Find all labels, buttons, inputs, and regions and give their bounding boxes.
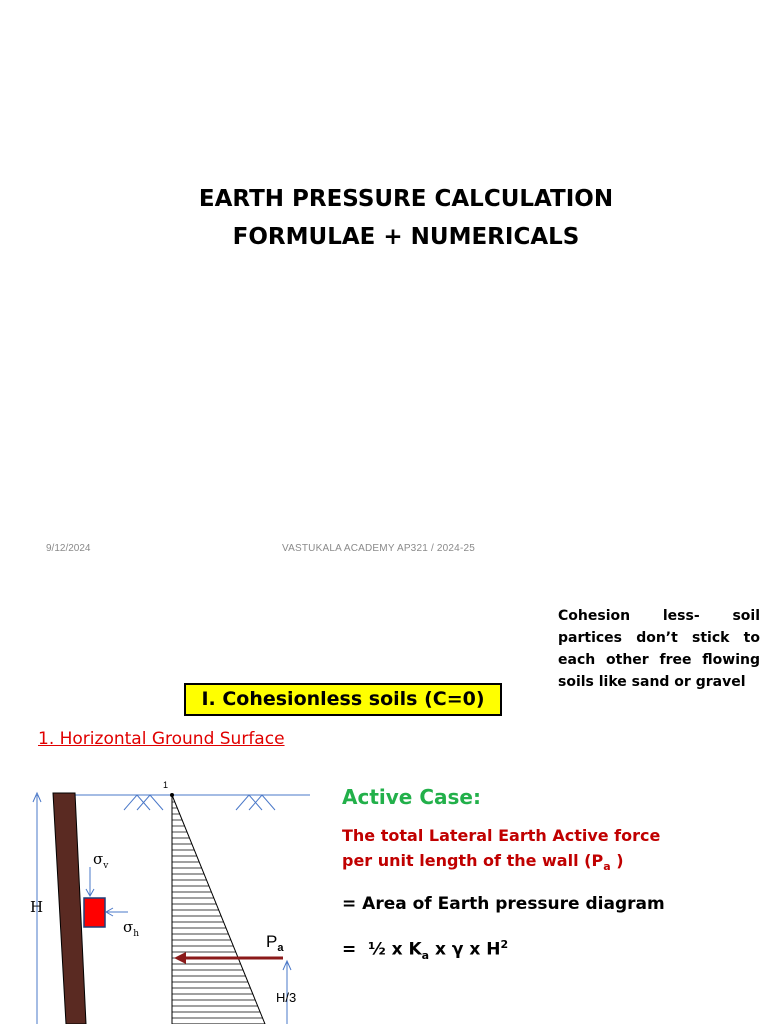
ground-hatch-left-icon bbox=[124, 795, 163, 810]
force-line2-sub: a bbox=[603, 860, 611, 874]
force-line1: The total Lateral Earth Active force bbox=[342, 826, 661, 845]
label-H3: H/3 bbox=[276, 990, 297, 1005]
pressure-triangle bbox=[172, 795, 265, 1024]
soil-element bbox=[84, 898, 105, 927]
force-line2-end: ) bbox=[616, 851, 624, 870]
top-point bbox=[170, 793, 174, 797]
formula-sub: a bbox=[421, 949, 430, 963]
formula-prefix: = ½ x K bbox=[342, 939, 422, 960]
label-H: H bbox=[30, 898, 44, 916]
active-case-heading: Active Case: bbox=[342, 785, 481, 809]
area-line: = Area of Earth pressure diagram bbox=[342, 894, 665, 914]
slide-title-line1: EARTH PRESSURE CALCULATION bbox=[198, 186, 614, 212]
slide-title-line2: FORMULAE + NUMERICALS bbox=[232, 224, 580, 250]
retaining-wall bbox=[53, 793, 86, 1024]
section-heading: I. Cohesionless soils (C=0) bbox=[184, 683, 502, 716]
label-point: 1 bbox=[163, 780, 169, 790]
footer-academy: VASTUKALA ACADEMY AP321 / 2024-25 bbox=[282, 543, 476, 554]
label-sigma-h: $\sigma_h$ bbox=[123, 918, 140, 939]
label-sigma-v: $\sigma_v$ bbox=[93, 850, 109, 871]
subheading: 1. Horizontal Ground Surface bbox=[38, 729, 285, 749]
cohesionless-note: Cohesion less- soil partices don’t stick to each other free flowing soils like sand or gravel bbox=[558, 608, 760, 690]
label-Pa: $P_a$ bbox=[266, 932, 284, 954]
force-line2-text: per unit length of the wall (P bbox=[342, 851, 604, 870]
ground-hatch-right-icon bbox=[236, 795, 275, 810]
footer-date: 9/12/2024 bbox=[46, 543, 91, 554]
formula-sup: 2 bbox=[500, 938, 509, 951]
formula-mid: x γ x H bbox=[429, 939, 501, 960]
